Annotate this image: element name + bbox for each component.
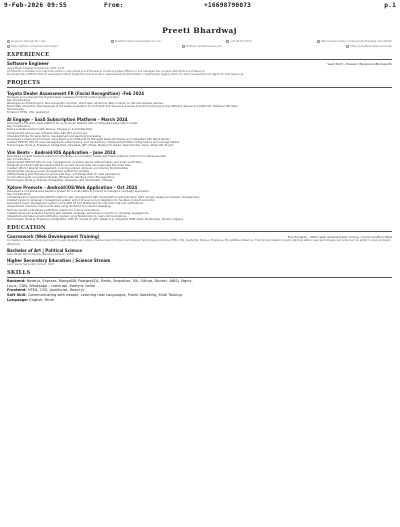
globe-icon — [182, 45, 185, 48]
project-line: Designed and built multi-processing APIs to convert various data into supported file music files. — [7, 163, 132, 167]
resume-page — [7, 20, 392, 523]
project-title: Xplore Promote – Android/iOS/Web Application – Oct 2024 — [7, 185, 138, 191]
fax-from-label: From: — [104, 2, 124, 9]
fax-date-time: 9-Feb-2026 09:55 — [4, 2, 67, 9]
project-line: Architected and implemented RESTful APIs for user management with multi-platform authentication (JWT, Google, Apple) and session management. — [7, 196, 200, 200]
project-line: Created advanced analytics tracking with detailed campaign performance reports on campaign engagement. — [7, 211, 150, 215]
project-line: Developed a full-stack SaaS platform for an AI-driven website with an integrated subscription model. — [7, 122, 139, 126]
contact-row-2 — [7, 45, 392, 48]
location-pin-icon — [7, 40, 10, 43]
experience-bullet: Developed 40+ RESTful APIs for seamless frontend integration and ensured a responsive Rest Optimization. Implemented logging, Retry for data management and Nginx for load balancing. — [7, 73, 245, 77]
project-title: Toyota Dealer Assessment FR (Facial Recognition) –Feb 2024 — [7, 90, 145, 96]
project-line: Built secure QR code-based verification system for in-store promotions. — [7, 208, 100, 212]
contact-email[interactable]: Preetibhardwaj.business@gmail.com — [111, 40, 161, 43]
project-line: Developed a robust backend system for Vim Beats, an innovative mobile app that transforms rhythm from influences with. — [7, 154, 167, 158]
education-description: Guru Nanak Dev University (Barnala Campus) · 2018 — [7, 252, 74, 256]
education-title: Higher Secondary Education | Science Stream — [7, 258, 111, 264]
project-line: Developed a comprehensive backend system for a multi-platform product to manage a campaign application. — [7, 190, 150, 194]
skill-line — [7, 298, 392, 303]
link-icon — [346, 45, 349, 48]
project-line: Implemented RESTful APIs for user management, including secure authentication and email verification. — [7, 160, 143, 164]
section-skills-heading: SKILLS — [7, 270, 392, 278]
skill-value: Communicating with people, Learning new Languages, Public Speaking, Multi Tasking — [26, 293, 182, 298]
project-line: Developed event management system using AWS S3 and WebSocket for real-time chat and notifications. — [7, 202, 144, 206]
skill-label: Backend: — [7, 279, 26, 284]
project-line: Implemented real-time chat functionality using Socket.IO for instant messaging. — [7, 205, 112, 209]
skill-label: Language: — [7, 297, 29, 302]
project-line: Incorporated audio processing libraries (ffmpeg) for handling music file operations. — [7, 176, 115, 180]
skill-value: Linux, CDN, Whatsapp – meta api, Kaleyra, twilio — [7, 283, 95, 288]
project-line: Revamped and fixed bugs in face recognition function, which was not storing data correctly on iOS and wireless devices. — [7, 102, 164, 106]
github-icon — [7, 45, 10, 48]
fax-phone: +16698790073 — [204, 2, 252, 9]
experience-company: AppyHigh Digital Solutions, PPT, LTD. — [7, 65, 65, 70]
education-description: Govt. Senior Secondary School · 2015 — [7, 263, 55, 267]
project-line: Implemented pay-as-you-use management system for updates. — [7, 170, 90, 174]
contact-location: Jangipura, Barnala Pb, India — [7, 40, 46, 43]
project-line: Developed a responsive frontend using React.js and Material UI, Managed state with Redux and integrated with React Router. — [7, 137, 171, 141]
email-icon — [111, 40, 114, 43]
section-education-heading: EDUCATION — [7, 225, 392, 233]
skill-label: Soft Skill: — [7, 293, 27, 298]
section-projects-heading: PROJECTS — [7, 80, 392, 88]
project-line: Technologies: Node.js, Express.js, PostgreSQL, Sequelize, JWT, Stripe, Material UI, Redux, React Router, Axios, Stripe API, Bcrypt. — [7, 143, 174, 147]
contact-github[interactable]: https://github.com/preeti-bhardwaj07 — [7, 45, 58, 48]
project-line: Key Contributions — [7, 125, 31, 129]
project-line: Built a scalable backend with Node.js, Express.js, and PostgreSQL. — [7, 128, 94, 132]
contact-phone: +91 9876 XXXXX — [226, 40, 252, 43]
education-detail: Functionality - 2023 (web development, coding, communication Skill) — [287, 235, 392, 240]
project-line: Key Contributions — [7, 157, 31, 161]
fax-page-number: p.1 — [384, 2, 396, 9]
project-line: Technologies: Node.js, Express, PostgreSQL, Sequelize, JWT, Nodemailer, Ffmpeg. — [7, 179, 113, 183]
education-title: Bachelor of Art | Political Science — [7, 247, 83, 253]
experience-bullet: Architected a scalable micro-services solution, using Node.js and Express.js, boosting system efficiency and managed 10+ projects with Node.js and React.js. — [7, 69, 205, 73]
candidate-name: Preeti Bhardwaj — [162, 26, 237, 35]
project-line: Managed and enhanced the Toyota Dealer Assessment FR (Facial Recognition) project. — [7, 95, 120, 99]
project-line: Technologies: Node.js, Express.js, PostgreSQL, AWS S3, Socket.IO, JWT, Passport.js, Sequelize ORM, Redis, Nodemailer, Winston logging. — [7, 217, 184, 221]
skill-value: Node.js, Express, MongoDB, PostgreSQL, Redis, Sequelize, Git, Github, Docker, AWS), Nginx, — [25, 279, 193, 284]
project-title: AI Engage – SaaS Subscription Platform – March 2024 — [7, 117, 128, 123]
skills-list — [7, 279, 392, 302]
project-line: Key Contributions — [7, 99, 31, 103]
linkedin-icon — [317, 40, 320, 43]
section-experience-heading: EXPERIENCE — [7, 52, 392, 60]
contact-portfolio[interactable]: Portfolio: preetibhardwaj.dev — [182, 45, 222, 48]
skill-value: English, Hindi — [28, 297, 54, 302]
project-line: Utilized Node.js with Express for server-side logic, and PostgreSQL for data persistence. — [7, 173, 121, 177]
project-line: Created dynamic campaign management system with drill-level social integration for Sandbox content promotion. — [7, 199, 156, 203]
skill-label: Frontend: — [7, 288, 27, 293]
education-title: Coursework (Web Development Training) — [7, 234, 100, 240]
skill-value: HTML, CSS, JavaScript, React.js — [26, 288, 84, 293]
project-line: Key Contributions — [7, 193, 31, 197]
project-line: Implemented secure user authentication with JWT and bcrypt. — [7, 131, 88, 135]
phone-icon — [226, 40, 229, 43]
project-line: Created RESTful APIs for user management, subscriptions, and transactions. Implemented CORS configurations and manage CRUDs. — [7, 140, 180, 144]
contact-row-1 — [7, 40, 392, 43]
project-line: Created APIs for playlist management, including upload, retrieval, and sharing functionalities. — [7, 166, 129, 170]
experience-dates: Sept 2023 – Present, Bengaluru/Barnala.Pb — [327, 61, 392, 66]
contact-website[interactable]: https://preetibhardwaj.vercel.app — [346, 45, 392, 48]
fax-header — [4, 2, 396, 12]
education-description: Completed a hands-on training program in web development, where I learned about frontend and backend technologies including HTML, CSS, JavaScript, Node.js, Express.js, MongoDB and React.js. This training helped me build practical skills in web technologies and enhanced my ability to solve problems effectively. — [7, 239, 391, 246]
project-line: Technologies: — [7, 108, 25, 112]
experience-role: Software Engineer — [7, 60, 49, 66]
project-line: Integrated automated email notification system using Nodemailer for user communications. — [7, 214, 127, 218]
project-line: Board Web interaction was displayed in the Dealer evaluation for both web and devices & ensured smooth functioning across different devices and platforms. Backend: Windows — [7, 105, 238, 109]
project-line: Frontend: HTML, CSS, JavaScript — [7, 111, 49, 115]
project-line: Integrated Stripe for subscription management and payment processing. — [7, 134, 103, 138]
project-title: Vim Beats – Android/iOS Application – June 2024 — [7, 149, 116, 155]
contact-linkedin[interactable]: https://www.linkedin.com/in/preeti-bhardwaj-7a2c4b2a9/ — [317, 40, 392, 43]
education-list — [7, 234, 392, 266]
projects-list — [7, 91, 392, 221]
